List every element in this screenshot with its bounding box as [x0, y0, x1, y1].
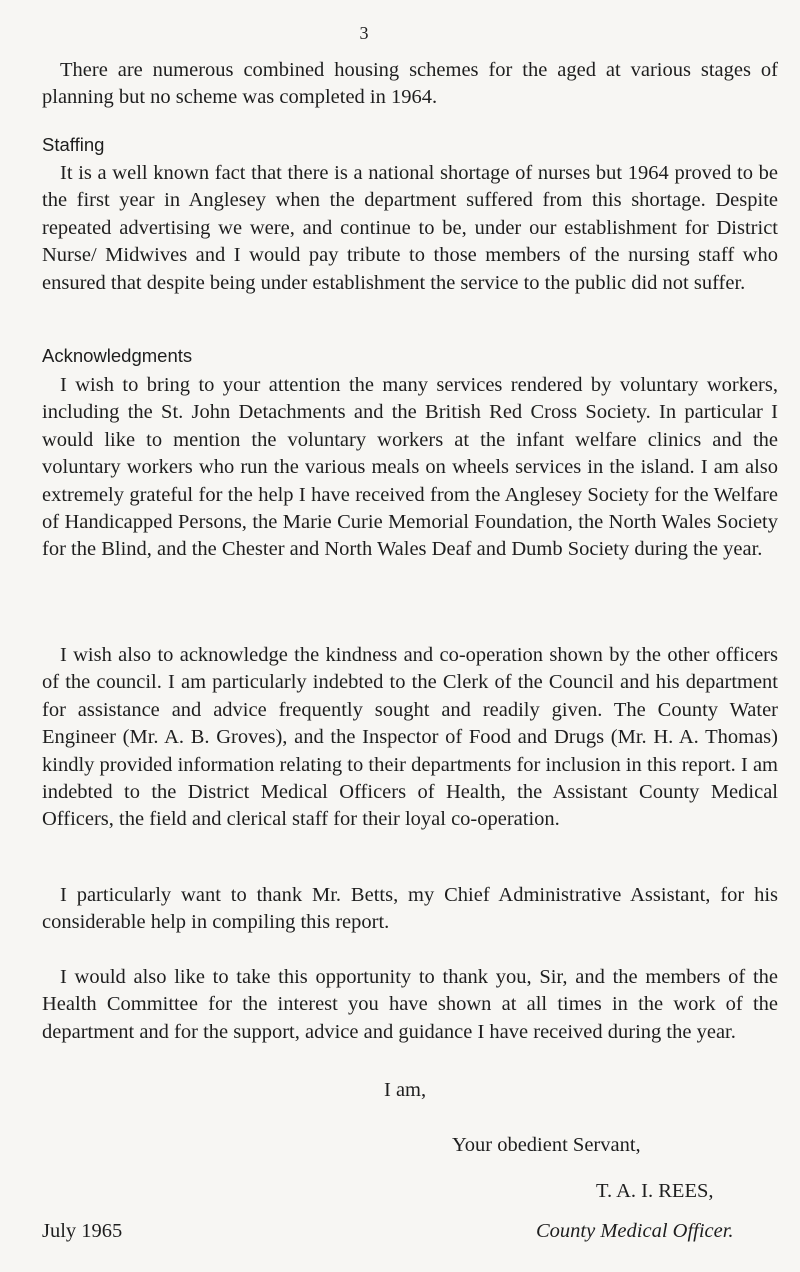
closing-valediction: Your obedient Servant,: [452, 1134, 641, 1156]
acknowledgments-paragraph-2: I wish also to acknowledge the kindness and co-operation shown by the other officers of the council. I am particularly indebted to the Clerk of the Council and his department for assistance and advice frequently sought and readily given. The County Water Engineer (Mr. A. B. Groves), and the Inspector of Food and Drugs (Mr. H. A. Thomas) kindly provided information relating to their departments for inclusion in this report. I am indebted to the District Medical Officers of Health, the Assistant County Medical Officers, the field and clerical staff for their loyal co-operation.: [42, 644, 778, 831]
signatory-title: County Medical Officer.: [536, 1220, 734, 1242]
page-number: 3: [359, 23, 369, 43]
acknowledgments-paragraph-4: I would also like to take this opportunity to thank you, Sir, and the members of the Health Committee for the interest you have shown at all times in the work of the department and for the support, advice and guidance I have received during the year.: [42, 966, 778, 1043]
signatory-name: T. A. I. REES,: [596, 1180, 714, 1202]
acknowledgments-paragraph-3: I particularly want to thank Mr. Betts, my Chief Administrative Assistant, for his considerable help in compiling this report.: [42, 884, 778, 934]
intro-paragraph: There are numerous combined housing schemes for the aged at various stages of planning but no scheme was completed in 1964.: [42, 59, 778, 109]
report-date: July 1965: [42, 1220, 123, 1242]
closing-greeting: I am,: [384, 1079, 427, 1101]
staffing-heading: Staffing: [42, 134, 105, 155]
acknowledgments-paragraph-1: I wish to bring to your attention the many services rendered by voluntary workers, including the St. John Detachments and the British Red Cross Society. In particular I would like to mention the voluntary workers at the infant welfare clinics and the voluntary workers who run the various meals on wheels services in the island. I am also extremely grateful for the help I have received from the Anglesey Society for the Welfare of Handicapped Persons, the Marie Curie Memorial Foundation, the North Wales Society for the Blind, and the Chester and North Wales Deaf and Dumb Society during the year.: [42, 374, 778, 561]
acknowledgments-heading: Acknowledgments: [42, 345, 193, 366]
staffing-paragraph: It is a well known fact that there is a national shortage of nurses but 1964 proved to be the first year in Anglesey when the department suffered from this shortage. Despite repeated advertising we were, and continue to be, under our establishment for District Nurse/ Midwives and I would pay tribute to those members of the nursing staff who ensured that despite being under establishment the service to the public did not suffer.: [42, 162, 778, 294]
